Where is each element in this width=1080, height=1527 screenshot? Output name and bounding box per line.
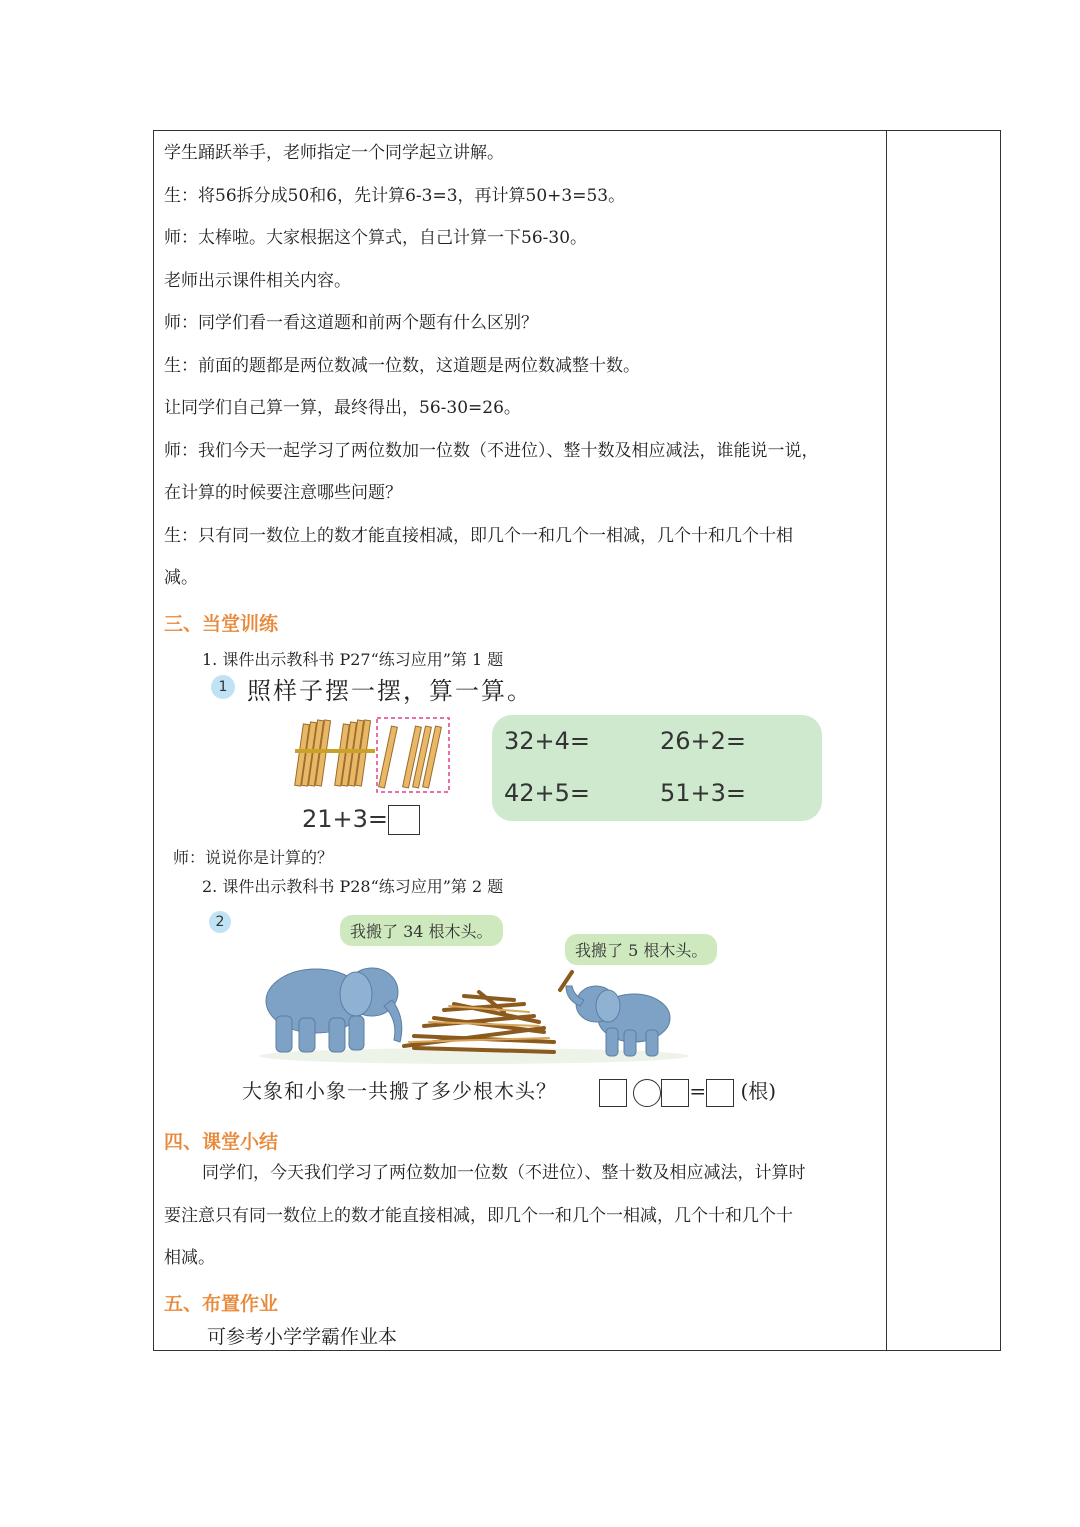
answer-box bbox=[706, 1079, 734, 1107]
text-line: 生：只有同一数位上的数才能直接相减，即几个一和几个一相减，几个十和几个十相 bbox=[164, 526, 793, 546]
text-line: 师：我们今天一起学习了两位数加一位数（不进位）、整十数及相应减法，谁能说一说， bbox=[164, 441, 819, 461]
text-line: 老师出示课件相关内容。 bbox=[164, 271, 351, 291]
equation: 51+3= bbox=[660, 779, 747, 807]
section-heading-3: 三、当堂训练 bbox=[164, 613, 279, 635]
answer-box bbox=[661, 1079, 689, 1107]
exercise-number-badge: 2 bbox=[209, 911, 231, 933]
text-line: 学生踊跃举手，老师指定一个同学起立讲解。 bbox=[164, 143, 504, 163]
speech-bubble-big-elephant: 我搬了 34 根木头。 bbox=[340, 915, 503, 946]
teacher-question: 师：说说你是计算的？ bbox=[173, 848, 334, 867]
speech-bubble-small-elephant: 我搬了 5 根木头。 bbox=[565, 934, 717, 965]
exercise-number-badge: 1 bbox=[211, 675, 235, 699]
summary-line: 相减。 bbox=[164, 1248, 215, 1268]
text-line: 减。 bbox=[164, 568, 198, 588]
example-equation bbox=[302, 805, 420, 835]
text-line: 让同学们自己算一算，最终得出，56-30=26。 bbox=[164, 398, 521, 418]
text-line: 在计算的时候要注意哪些问题？ bbox=[164, 483, 402, 503]
text-line: 生：前面的题都是两位数减一位数，这道题是两位数减整十数。 bbox=[164, 356, 640, 376]
equation: 26+2= bbox=[660, 727, 747, 755]
equation-panel bbox=[492, 715, 822, 821]
example-equation-text: 21+3= bbox=[302, 805, 389, 833]
exercise-title: 照样子摆一摆，算一算。 bbox=[247, 677, 533, 705]
text-line: 师：太棒啦。大家根据这个算式，自己计算一下56-30。 bbox=[164, 228, 588, 248]
exercise-2-caption: 2. 课件出示教科书 P28“练习应用”第 2 题 bbox=[202, 877, 504, 896]
summary-line: 要注意只有同一数位上的数才能直接相减，即几个一和几个一相减，几个十和几个十 bbox=[164, 1206, 793, 1226]
equals-sign: = bbox=[689, 1079, 707, 1103]
answer-box bbox=[388, 805, 420, 835]
answer-box bbox=[599, 1079, 627, 1107]
text-line: 师：同学们看一看这道题和前两个题有什么区别？ bbox=[164, 313, 538, 333]
word-problem-question: 大象和小象一共搬了多少根木头？ bbox=[242, 1079, 557, 1103]
text-line: 生：将56拆分成50和6，先计算6-3=3，再计算50+3=53。 bbox=[164, 186, 626, 206]
elephants-illustration bbox=[254, 956, 694, 1066]
lesson-table bbox=[153, 130, 1001, 1351]
equation: 32+4= bbox=[504, 727, 591, 755]
counting-sticks-illustration bbox=[289, 716, 459, 794]
unit-label: (根) bbox=[740, 1079, 777, 1103]
homework-text: 可参考小学学霸作业本 bbox=[207, 1326, 398, 1348]
answer-template bbox=[599, 1075, 776, 1107]
equation: 42+5= bbox=[504, 779, 591, 807]
section-heading-5: 五、布置作业 bbox=[164, 1293, 279, 1315]
exercise-1-caption: 1. 课件出示教科书 P27“练习应用”第 1 题 bbox=[202, 650, 504, 669]
column-divider bbox=[886, 131, 887, 1350]
section-heading-4: 四、课堂小结 bbox=[164, 1131, 279, 1153]
operator-circle bbox=[633, 1079, 661, 1107]
summary-line: 同学们，今天我们学习了两位数加一位数（不进位）、整十数及相应减法，计算时 bbox=[202, 1163, 806, 1183]
